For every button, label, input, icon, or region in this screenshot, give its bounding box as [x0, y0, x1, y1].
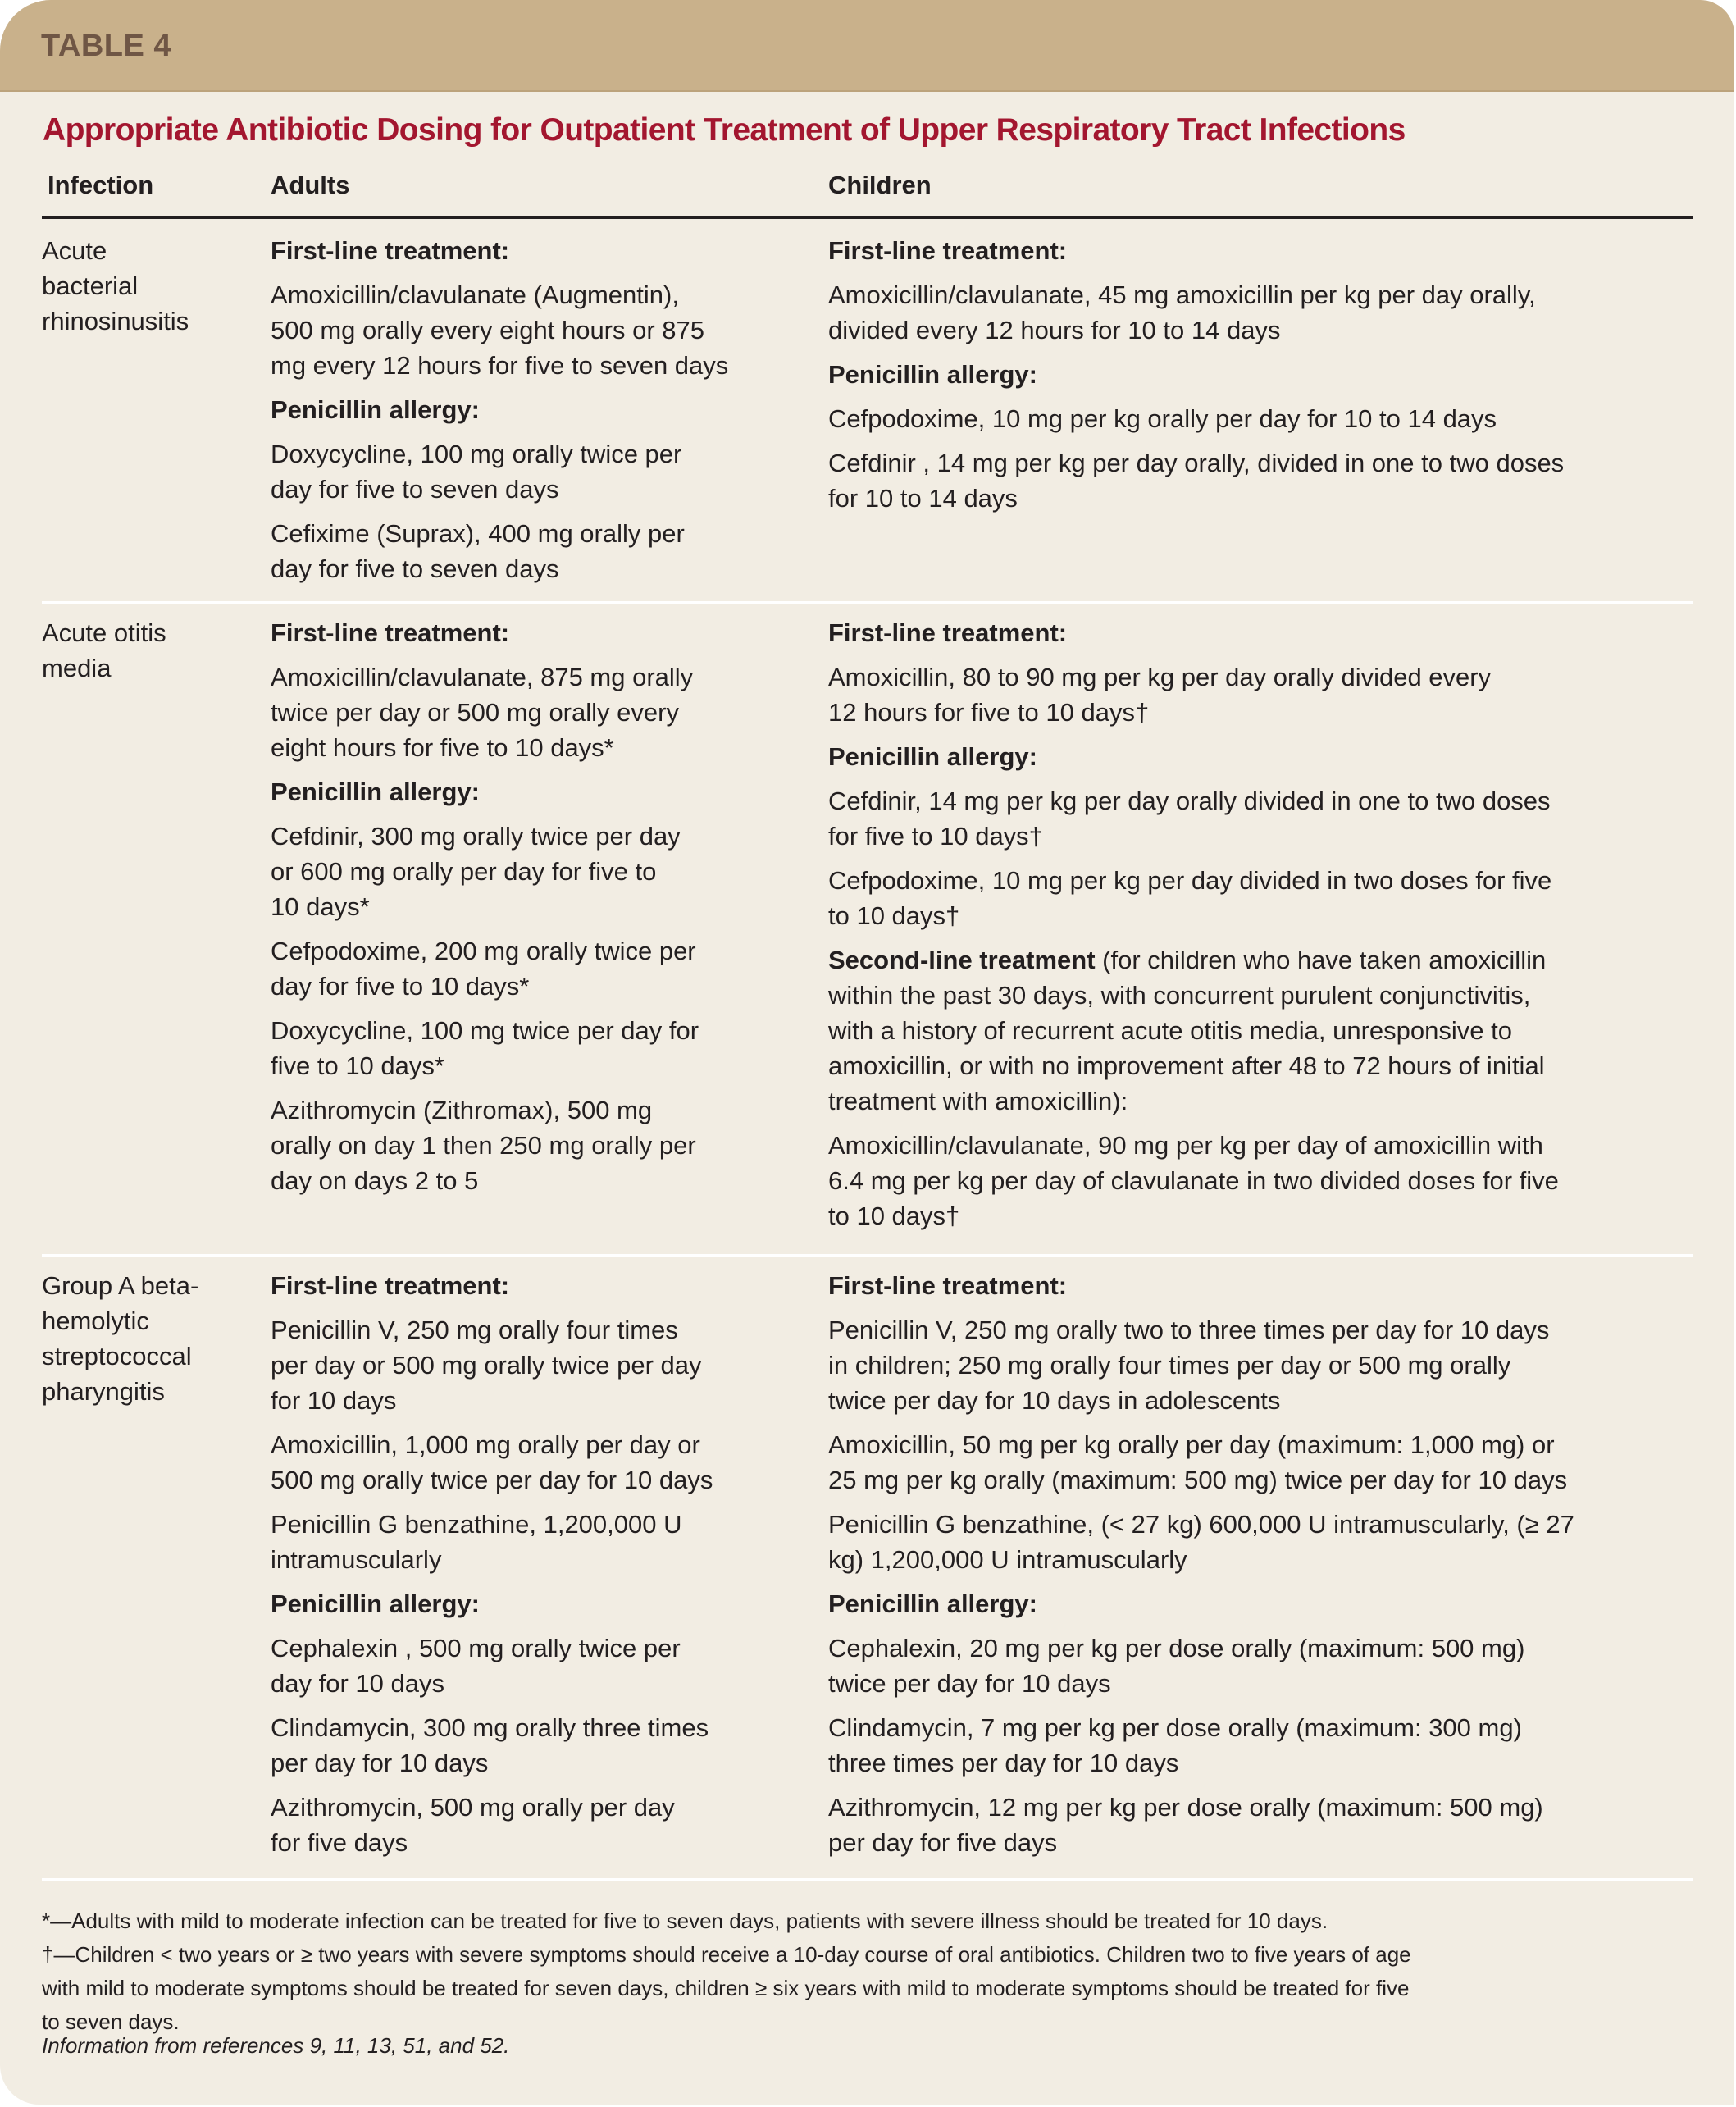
dosing-entry [828, 401, 1714, 436]
section-label [828, 615, 1714, 650]
dosing-entry [271, 933, 820, 1004]
footnote-asterisk [42, 1904, 1698, 1938]
infection-name-line: Group A beta- [42, 1271, 199, 1300]
footnote-line: *—Adults with mild to moderate infection can be treated for five to seven days, patients with severe illness should be treated for 10 days. [42, 1909, 1328, 1933]
dosing-entry [828, 942, 1714, 1119]
dosing-text: Amoxicillin/clavulanate, 875 mg orally [271, 663, 694, 691]
column-header-adults: Adults [271, 171, 350, 199]
dosing-text: kg) 1,200,000 U intramuscularly [828, 1545, 1187, 1574]
section-label [828, 739, 1714, 774]
dosing-text: for five to 10 days† [828, 822, 1043, 851]
infection-name-line: bacterial [42, 271, 139, 300]
children-cell [828, 615, 1714, 1243]
dosing-text: Azithromycin (Zithromax), 500 mg [271, 1096, 653, 1124]
dosing-text: Penicillin G benzathine, (< 27 kg) 600,000 U intramuscularly, (≥ 27 [828, 1510, 1574, 1539]
dosing-entry [271, 819, 820, 924]
dosing-text: 6.4 mg per kg per day of clavulanate in two divided doses for five [828, 1166, 1559, 1195]
dosing-text: per day for 10 days [271, 1749, 489, 1777]
row-separator [42, 1254, 1693, 1257]
section-label-text: First-line treatment: [271, 1271, 510, 1300]
dosing-text: Clindamycin, 300 mg orally three times [271, 1713, 709, 1742]
footnote-line: with mild to moderate symptoms should be treated for seven days, children ≥ six years with mild to moderate symptoms should be treated for five [42, 1976, 1410, 2000]
dosing-text: (for children who have taken amoxicillin [1095, 946, 1547, 974]
dosing-text: per day for five days [828, 1828, 1058, 1857]
dosing-text: for 10 to 14 days [828, 484, 1018, 513]
dosing-entry [271, 1507, 820, 1577]
dosing-text: per day or 500 mg orally twice per day [271, 1351, 702, 1380]
dosing-text: 500 mg orally twice per day for 10 days [271, 1466, 713, 1494]
dosing-text: intramuscularly [271, 1545, 442, 1574]
dosing-text: Cefdinir , 14 mg per kg per day orally, divided in one to two doses [828, 449, 1565, 477]
dosing-text: Amoxicillin, 50 mg per kg orally per day (maximum: 1,000 mg) or [828, 1430, 1555, 1459]
dosing-entry [828, 1507, 1714, 1577]
infection-name-line: media [42, 654, 112, 682]
dosing-text: Cefdinir, 300 mg orally twice per day [271, 822, 681, 851]
column-header-children: Children [828, 171, 932, 199]
dosing-text: day for 10 days [271, 1669, 444, 1698]
dosing-text: Clindamycin, 7 mg per kg per dose orally (maximum: 300 mg) [828, 1713, 1522, 1742]
dosing-text: Azithromycin, 12 mg per kg per dose orally (maximum: 500 mg) [828, 1793, 1543, 1822]
dosing-text: five to 10 days* [271, 1051, 444, 1080]
section-label [271, 774, 820, 810]
dosing-text: to 10 days† [828, 1202, 960, 1230]
dosing-text: eight hours for five to 10 days* [271, 733, 614, 762]
dosing-text: twice per day or 500 mg orally every [271, 698, 679, 727]
adults-cell [271, 1268, 820, 1869]
dosing-text: Amoxicillin, 1,000 mg orally per day or [271, 1430, 700, 1459]
section-label-text: First-line treatment: [271, 618, 510, 647]
dosing-text [828, 942, 1714, 978]
section-label-text: Penicillin allergy: [828, 1589, 1037, 1618]
section-label [828, 1268, 1714, 1303]
table-title: Appropriate Antibiotic Dosing for Outpatient Treatment of Upper Respiratory Tract Infections [43, 112, 1406, 148]
dosing-text: treatment with amoxicillin): [828, 1087, 1128, 1115]
dosing-text: day on days 2 to 5 [271, 1166, 479, 1195]
dosing-text: 12 hours for five to 10 days† [828, 698, 1150, 727]
table-number-label: TABLE 4 [41, 29, 172, 63]
dosing-text: to 10 days† [828, 901, 960, 930]
dosing-text: amoxicillin, or with no improvement after 48 to 72 hours of initial [828, 1051, 1545, 1080]
dosing-text: Cephalexin , 500 mg orally twice per [271, 1634, 681, 1662]
dosing-entry [828, 1790, 1714, 1860]
dosing-text: Cefpodoxime, 200 mg orally twice per [271, 937, 696, 965]
dosing-text: with a history of recurrent acute otitis media, unresponsive to [828, 1016, 1512, 1045]
dosing-text: 500 mg orally every eight hours or 875 [271, 316, 705, 344]
dosing-entry [828, 445, 1714, 516]
dosing-entry [271, 659, 820, 765]
adults-cell [271, 615, 820, 1207]
dosing-text: Amoxicillin/clavulanate, 45 mg amoxicillin per kg per day orally, [828, 280, 1536, 309]
dosing-entry [828, 277, 1714, 348]
dosing-entry [828, 1710, 1714, 1781]
dosing-text: for five days [271, 1828, 408, 1857]
dosing-entry [828, 1630, 1714, 1701]
dosing-entry [271, 1312, 820, 1418]
source-note: Information from references 9, 11, 13, 51, and 52. [42, 2033, 510, 2058]
section-label [271, 392, 820, 427]
dosing-entry [828, 659, 1714, 730]
dosing-text: divided every 12 hours for 10 to 14 days [828, 316, 1281, 344]
infection-name-line: Acute [42, 236, 107, 265]
dosing-entry [828, 1312, 1714, 1418]
row-separator [42, 1878, 1693, 1881]
infection-name-line: pharyngitis [42, 1377, 165, 1406]
dosing-text: Doxycycline, 100 mg twice per day for [271, 1016, 699, 1045]
dosing-text: for 10 days [271, 1386, 397, 1415]
dosing-text: day for five to 10 days* [271, 972, 530, 1001]
section-label-text: First-line treatment: [828, 1271, 1068, 1300]
dosing-entry [828, 1427, 1714, 1498]
section-label-text: Penicillin allergy: [271, 395, 480, 424]
dosing-entry [271, 1092, 820, 1198]
section-label [828, 357, 1714, 392]
dosing-text: three times per day for 10 days [828, 1749, 1179, 1777]
infection-name-line: streptococcal [42, 1342, 192, 1370]
dosing-text: Doxycycline, 100 mg orally twice per [271, 440, 682, 468]
dosing-entry [271, 516, 820, 586]
footnote-line: †—Children < two years or ≥ two years with severe symptoms should receive a 10-day course of oral antibiotics. Children two to five years of age [42, 1942, 1411, 1967]
children-cell [828, 1268, 1714, 1869]
section-label-text: Penicillin allergy: [271, 778, 480, 806]
dosing-text: Penicillin V, 250 mg orally two to three times per day for 10 days [828, 1316, 1550, 1344]
dosing-text: Amoxicillin/clavulanate, 90 mg per kg per day of amoxicillin with [828, 1131, 1543, 1160]
dosing-text: Amoxicillin/clavulanate (Augmentin), [271, 280, 679, 309]
section-label [828, 233, 1714, 268]
section-label [271, 233, 820, 268]
section-label-text: Penicillin allergy: [828, 360, 1037, 389]
infection-name-line: rhinosinusitis [42, 307, 189, 335]
dosing-text: 25 mg per kg orally (maximum: 500 mg) twice per day for 10 days [828, 1466, 1568, 1494]
dosing-text: in children; 250 mg orally four times per day or 500 mg orally [828, 1351, 1511, 1380]
dosing-entry [271, 436, 820, 507]
adults-cell [271, 233, 820, 595]
row-separator [42, 601, 1693, 604]
dosing-text: 10 days* [271, 892, 370, 921]
dosing-text: or 600 mg orally per day for five to [271, 857, 657, 886]
dosing-text: Penicillin V, 250 mg orally four times [271, 1316, 678, 1344]
dosing-text: day for five to seven days [271, 475, 559, 504]
dosing-entry [828, 783, 1714, 854]
table-label-band [0, 0, 1734, 92]
dosing-text: Cefixime (Suprax), 400 mg orally per [271, 519, 685, 548]
footnote-dagger [42, 1938, 1698, 2039]
dosing-entry [271, 1427, 820, 1498]
dosing-entry [828, 1128, 1714, 1234]
infection-name-line: hemolytic [42, 1307, 149, 1335]
footnote-line: to seven days. [42, 2009, 180, 2034]
column-header-infection: Infection [48, 171, 154, 199]
dosing-entry [271, 1630, 820, 1701]
infection-cell [42, 615, 255, 686]
section-label [828, 1586, 1714, 1621]
dosing-text: Cefpodoxime, 10 mg per kg orally per day for 10 to 14 days [828, 404, 1497, 433]
dosing-text: Penicillin G benzathine, 1,200,000 U [271, 1510, 682, 1539]
header-rule [42, 216, 1693, 219]
dosing-text: Amoxicillin, 80 to 90 mg per kg per day orally divided every [828, 663, 1492, 691]
section-label [271, 1586, 820, 1621]
dosing-text: twice per day for 10 days in adolescents [828, 1386, 1281, 1415]
dosing-text: mg every 12 hours for five to seven days [271, 351, 729, 380]
dosing-text: orally on day 1 then 250 mg orally per [271, 1131, 696, 1160]
section-label-text: First-line treatment: [271, 236, 510, 265]
section-label-text: Penicillin allergy: [271, 1589, 480, 1618]
section-label-text: First-line treatment: [828, 236, 1068, 265]
dosing-entry [828, 863, 1714, 933]
dosing-text: Cefdinir, 14 mg per kg per day orally divided in one to two doses [828, 787, 1551, 815]
infection-cell [42, 233, 255, 339]
infection-cell [42, 1268, 255, 1409]
dosing-entry [271, 277, 820, 383]
dosing-text: day for five to seven days [271, 554, 559, 583]
section-label-text: Second-line treatment [828, 946, 1096, 974]
dosing-entry [271, 1013, 820, 1083]
section-label-text: Penicillin allergy: [828, 742, 1037, 771]
dosing-text: Cefpodoxime, 10 mg per kg per day divided in two doses for five [828, 866, 1552, 895]
dosing-text: twice per day for 10 days [828, 1669, 1111, 1698]
section-label [271, 615, 820, 650]
dosing-entry [271, 1790, 820, 1860]
section-label [271, 1268, 820, 1303]
dosing-text: Azithromycin, 500 mg orally per day [271, 1793, 675, 1822]
infection-name-line: Acute otitis [42, 618, 166, 647]
dosing-text: within the past 30 days, with concurrent purulent conjunctivitis, [828, 981, 1531, 1010]
children-cell [828, 233, 1714, 525]
dosing-text: Cephalexin, 20 mg per kg per dose orally (maximum: 500 mg) [828, 1634, 1525, 1662]
dosing-entry [271, 1710, 820, 1781]
section-label-text: First-line treatment: [828, 618, 1068, 647]
